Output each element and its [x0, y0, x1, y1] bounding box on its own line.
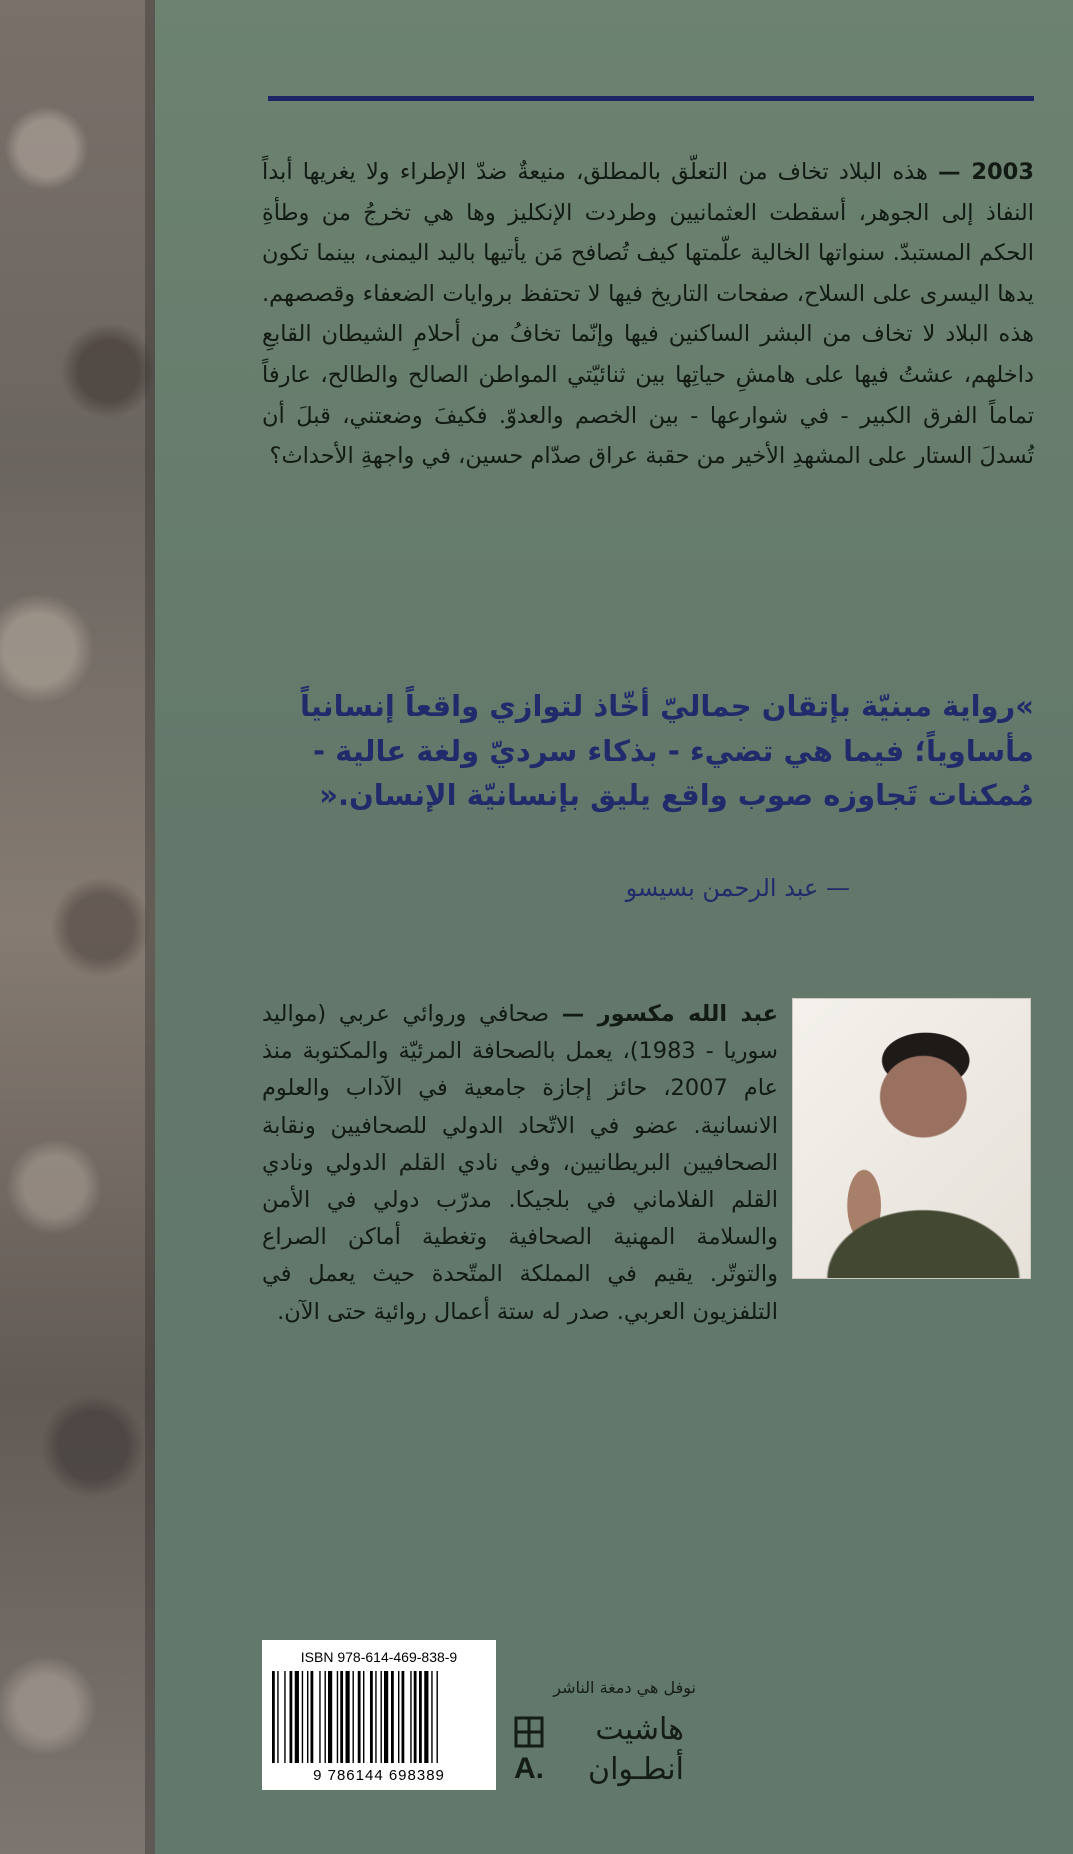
- barcode-number: 9 786144 698389: [313, 1767, 445, 1784]
- imprint-note: نوفل هي دمغة الناشر: [553, 1678, 696, 1697]
- barcode-bar: [410, 1671, 411, 1763]
- barcode-bar: [353, 1671, 354, 1763]
- synopsis-text: هذه البلاد تخاف من التعلّق بالمطلق، منيعةٌ ضدّ الإطراء ولا يغريها أبداً النفاذ إلى الجوهر، أسقطت العثمانيين وطردت الإنكليز وها هي تخرجُ من وطأةِ الحكم المستبدّ. سنواتها الخالية علّمتها كيف تُصافح مَن يأتيها باليد اليمنى، بينما تكون يدها اليسرى على السلاح، صفحات التاريخ فيها لا تحتفظ بروايات الضعفاء وقصصهم. هذه البلاد لا تخاف من البشر الساكنين فيها وإنّما تخافُ من أحلامِ الشيطان القابعِ داخلهم، عشتُ فيها على هامشِ حياتِها بين ثنائيّتي المواطن الصالح والطالح، عارفاً تماماً الفرق الكبير - في شوارعها - بين الخصم والعدوّ. فكيفَ وضعتني، قبلَ أن تُسدلَ الستار على المشهدِ الأخير من حقبة عراق صدّام حسين، في واجهةِ الأحداث؟: [262, 159, 1034, 470]
- barcode-bars: [270, 1671, 488, 1763]
- barcode-bar: [272, 1671, 275, 1763]
- barcode-bar: [307, 1671, 308, 1763]
- barcode-bar: [384, 1671, 388, 1763]
- barcode-bar: [284, 1671, 285, 1763]
- barcode-bar: [277, 1671, 278, 1763]
- barcode-bar: [414, 1671, 417, 1763]
- barcode-bar: [340, 1671, 343, 1763]
- barcode-bar: [295, 1671, 299, 1763]
- barcode-bar: [424, 1671, 428, 1763]
- barcode-bar: [391, 1671, 394, 1763]
- barcode-bar: [398, 1671, 399, 1763]
- spine-texture-image: [0, 0, 155, 1854]
- synopsis-year: 2003 —: [938, 159, 1034, 185]
- author-name: عبد الله مكسور —: [561, 1001, 779, 1027]
- barcode-bar: [302, 1671, 303, 1763]
- top-divider-rule: [268, 96, 1034, 101]
- barcode-bar: [358, 1671, 361, 1763]
- barcode-bar: [319, 1671, 320, 1763]
- barcode-bar: [431, 1671, 432, 1763]
- barcode-bar: [290, 1671, 293, 1763]
- publisher-emblem-icon: [514, 1716, 544, 1748]
- barcode-bar: [419, 1671, 422, 1763]
- barcode-bar: [402, 1671, 405, 1763]
- publisher-name-line2: أنطـوان: [588, 1752, 684, 1787]
- barcode-bar: [363, 1671, 364, 1763]
- barcode-bar: [311, 1671, 314, 1763]
- synopsis-paragraph: [262, 152, 1034, 477]
- author-bio-text: صحافي وروائي عربي (مواليد سوريا - 1983)، يعمل بالصحافة المرئيّة والمكتوبة منذ عام 2007، حائز إجازة جامعية في الآداب والعلوم الانسانية. عضو في الاتّحاد الدولي للصحافيين ونقابة الصحافيين البريطانيين، وفي نادي القلم الدولي ونادي القلم الفلاماني في بلجيكا. مدرّب دولي في الأمن والسلامة المهنية الصحافية وتغطية أماكن الصراع والتوتّر. يقيم في المملكة المتّحدة حيث يعمل في التلفزيون العربي. صدر له ستة أعمال روائية حتى الآن.: [262, 1001, 778, 1325]
- review-quote: »رواية مبنيّة بإتقان جماليّ أخّاذ لتوازي واقعاً إنسانياً مأساوياً؛ فيما هي تضيء - بذكاء سرديّ ولغة عالية - مُمكنات تَجاوزه صوب واقع يليق بإنسانيّة الإنسان.«: [299, 689, 1034, 812]
- barcode-bar: [375, 1671, 376, 1763]
- barcode-bar: [337, 1671, 338, 1763]
- isbn-label: ISBN 978-614-469-838-9: [300, 1649, 458, 1665]
- publisher-mark: A.: [514, 1752, 544, 1785]
- quote-attribution: — عبد الرحمن بسيسو: [625, 874, 850, 902]
- barcode-bar: [328, 1671, 332, 1763]
- publisher-logo: [514, 1712, 724, 1792]
- publisher-name-line1: هاشيت: [595, 1712, 684, 1747]
- author-photo: [792, 998, 1031, 1279]
- barcode-bar: [381, 1671, 382, 1763]
- isbn-barcode: [262, 1640, 496, 1790]
- barcode-bar: [325, 1671, 326, 1763]
- barcode-bar: [346, 1671, 350, 1763]
- author-bio-paragraph: [262, 996, 778, 1331]
- barcode-bar: [437, 1671, 438, 1763]
- barcode-bar: [370, 1671, 373, 1763]
